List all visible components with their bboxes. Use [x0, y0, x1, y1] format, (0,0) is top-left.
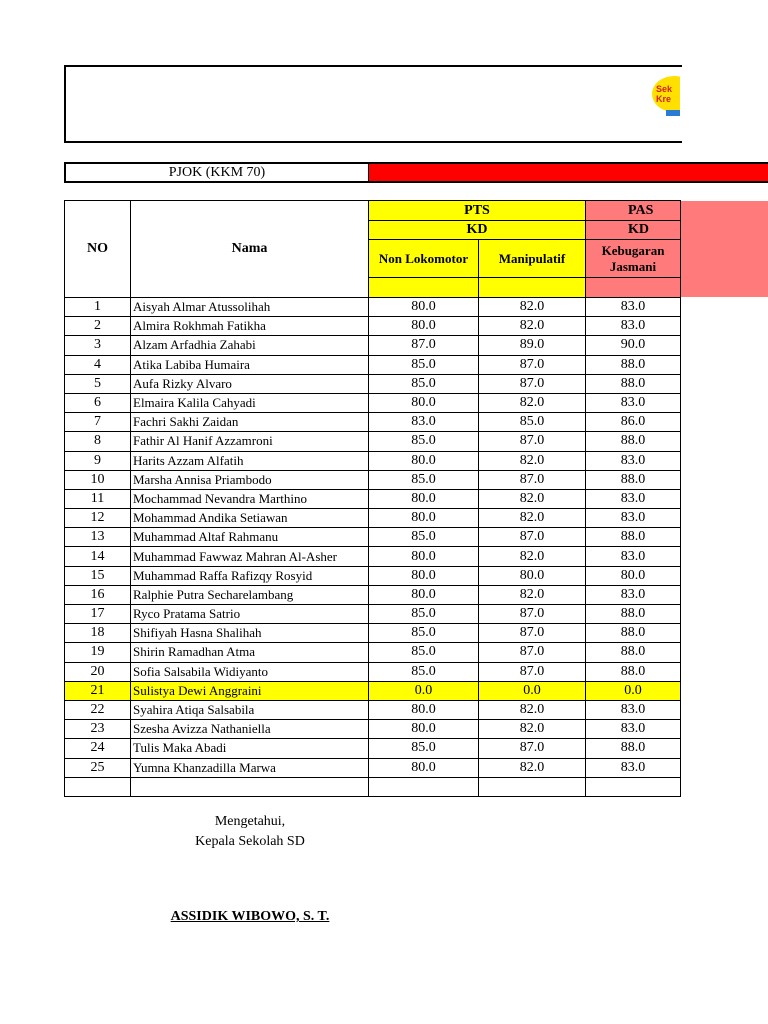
row-non-lokomotor: 80.0	[369, 393, 479, 412]
row-kebugaran: 83.0	[586, 720, 681, 739]
row-name: Elmaira Kalila Cahyadi	[131, 393, 369, 412]
table-row	[65, 413, 681, 432]
table-row	[65, 739, 681, 758]
row-no: 23	[65, 720, 131, 739]
row-non-lokomotor: 85.0	[369, 662, 479, 681]
row-name: Fathir Al Hanif Azzamroni	[131, 432, 369, 451]
row-no: 4	[65, 355, 131, 374]
kd2-blank	[479, 278, 586, 298]
row-name: Marsha Annisa Priambodo	[131, 470, 369, 489]
row-name: Ryco Pratama Satrio	[131, 605, 369, 624]
empty-cell	[479, 777, 586, 796]
row-name: Mochammad Nevandra Marthino	[131, 489, 369, 508]
row-manipulatif: 87.0	[479, 432, 586, 451]
row-no: 16	[65, 585, 131, 604]
row-kebugaran: 86.0	[586, 413, 681, 432]
signature-block	[140, 812, 360, 852]
row-manipulatif: 87.0	[479, 662, 586, 681]
row-non-lokomotor: 85.0	[369, 432, 479, 451]
pas-header	[586, 201, 681, 221]
row-name: Muhammad Fawwaz Mahran Al-Asher	[131, 547, 369, 566]
row-manipulatif: 87.0	[479, 605, 586, 624]
row-non-lokomotor: 80.0	[369, 451, 479, 470]
row-non-lokomotor: 85.0	[369, 374, 479, 393]
pas-header-label: PAS	[628, 202, 654, 218]
table-row	[65, 374, 681, 393]
row-non-lokomotor: 85.0	[369, 605, 479, 624]
row-non-lokomotor: 80.0	[369, 566, 479, 585]
row-kebugaran: 83.0	[586, 758, 681, 777]
row-no: 17	[65, 605, 131, 624]
table-row	[65, 758, 681, 777]
table-row	[65, 451, 681, 470]
table-row	[65, 298, 681, 317]
svg-text:Sek: Sek	[656, 84, 673, 94]
row-manipulatif: 82.0	[479, 317, 586, 336]
row-manipulatif: 87.0	[479, 374, 586, 393]
row-kebugaran: 83.0	[586, 298, 681, 317]
row-non-lokomotor: 85.0	[369, 528, 479, 547]
row-non-lokomotor: 80.0	[369, 298, 479, 317]
kd-kebugaran-header: Kebugaran Jasmani	[586, 240, 681, 278]
row-kebugaran: 88.0	[586, 662, 681, 681]
row-kebugaran: 88.0	[586, 355, 681, 374]
pas-header-overflow	[680, 201, 768, 297]
row-manipulatif: 82.0	[479, 758, 586, 777]
row-kebugaran: 90.0	[586, 336, 681, 355]
row-manipulatif: 87.0	[479, 355, 586, 374]
table-row	[65, 681, 681, 700]
kd1-blank	[369, 278, 479, 298]
row-kebugaran: 88.0	[586, 432, 681, 451]
row-kebugaran: 83.0	[586, 451, 681, 470]
table-row	[65, 470, 681, 489]
row-manipulatif: 89.0	[479, 336, 586, 355]
row-name: Muhammad Altaf Rahmanu	[131, 528, 369, 547]
signature-line-2: Kepala Sekolah SD	[195, 834, 305, 849]
row-non-lokomotor: 80.0	[369, 758, 479, 777]
empty-cell	[369, 777, 479, 796]
row-manipulatif: 87.0	[479, 739, 586, 758]
table-row	[65, 720, 681, 739]
row-non-lokomotor: 80.0	[369, 585, 479, 604]
signature-line-1: Mengetahui,	[214, 814, 286, 829]
row-kebugaran: 88.0	[586, 470, 681, 489]
row-name: Harits Azzam Alfatih	[131, 451, 369, 470]
table-row	[65, 585, 681, 604]
table-row	[65, 643, 681, 662]
row-kebugaran: 83.0	[586, 509, 681, 528]
row-name: Atika Labiba Humaira	[131, 355, 369, 374]
row-non-lokomotor: 83.0	[369, 413, 479, 432]
table-row	[65, 336, 681, 355]
table-row	[65, 662, 681, 681]
subject-red-bar	[369, 162, 768, 183]
row-no: 13	[65, 528, 131, 547]
pas-kd-label: KD	[628, 222, 649, 237]
svg-text:Kre: Kre	[656, 94, 672, 104]
row-no: 20	[65, 662, 131, 681]
empty-cell	[131, 777, 369, 796]
row-kebugaran: 0.0	[586, 681, 681, 700]
row-name: Tulis Maka Abadi	[131, 739, 369, 758]
row-name: Yumna Khanzadilla Marwa	[131, 758, 369, 777]
row-kebugaran: 83.0	[586, 700, 681, 719]
row-non-lokomotor: 80.0	[369, 317, 479, 336]
row-kebugaran: 83.0	[586, 393, 681, 412]
row-non-lokomotor: 80.0	[369, 547, 479, 566]
row-manipulatif: 87.0	[479, 528, 586, 547]
row-name: Aufa Rizky Alvaro	[131, 374, 369, 393]
row-no: 6	[65, 393, 131, 412]
row-no: 2	[65, 317, 131, 336]
row-no: 19	[65, 643, 131, 662]
row-manipulatif: 82.0	[479, 547, 586, 566]
row-name: Shirin Ramadhan Atma	[131, 643, 369, 662]
kd-non-lokomotor-header: Non Lokomotor	[369, 240, 479, 278]
row-kebugaran: 88.0	[586, 739, 681, 758]
col-header-no: NO	[65, 201, 131, 298]
row-manipulatif: 87.0	[479, 643, 586, 662]
row-name: Fachri Sakhi Zaidan	[131, 413, 369, 432]
row-manipulatif: 82.0	[479, 451, 586, 470]
row-no: 5	[65, 374, 131, 393]
row-no: 22	[65, 700, 131, 719]
row-name: Szesha Avizza Nathaniella	[131, 720, 369, 739]
row-manipulatif: 82.0	[479, 720, 586, 739]
row-name: Sofia Salsabila Widiyanto	[131, 662, 369, 681]
row-kebugaran: 83.0	[586, 547, 681, 566]
row-manipulatif: 87.0	[479, 624, 586, 643]
row-name: Shifiyah Hasna Shalihah	[131, 624, 369, 643]
row-name: Syahira Atiqa Salsabila	[131, 700, 369, 719]
pts-kd-header: KD	[369, 221, 586, 240]
row-no: 11	[65, 489, 131, 508]
header-box	[64, 65, 682, 143]
row-kebugaran: 83.0	[586, 489, 681, 508]
row-name: Sulistya Dewi Anggraini	[131, 681, 369, 700]
row-no: 9	[65, 451, 131, 470]
table-row	[65, 393, 681, 412]
row-non-lokomotor: 87.0	[369, 336, 479, 355]
row-name: Ralphie Putra Secharelambang	[131, 585, 369, 604]
pts-header: PTS	[369, 201, 586, 221]
subject-row	[64, 162, 768, 183]
table-row	[65, 355, 681, 374]
subject-label: PJOK (KKM 70)	[64, 162, 369, 183]
row-non-lokomotor: 80.0	[369, 700, 479, 719]
signer-name: ASSIDIK WIBOWO, S. T.	[170, 909, 330, 924]
row-non-lokomotor: 80.0	[369, 720, 479, 739]
row-name: Almira Rokhmah Fatikha	[131, 317, 369, 336]
row-manipulatif: 82.0	[479, 393, 586, 412]
row-name: Alzam Arfadhia Zahabi	[131, 336, 369, 355]
row-no: 18	[65, 624, 131, 643]
pas-kd-header	[586, 221, 681, 240]
row-non-lokomotor: 85.0	[369, 643, 479, 662]
row-manipulatif: 82.0	[479, 509, 586, 528]
row-manipulatif: 87.0	[479, 470, 586, 489]
row-no: 25	[65, 758, 131, 777]
row-manipulatif: 82.0	[479, 700, 586, 719]
row-kebugaran: 88.0	[586, 528, 681, 547]
row-kebugaran: 83.0	[586, 585, 681, 604]
row-no: 15	[65, 566, 131, 585]
row-manipulatif: 80.0	[479, 566, 586, 585]
grade-table	[64, 200, 681, 797]
row-manipulatif: 82.0	[479, 298, 586, 317]
row-non-lokomotor: 80.0	[369, 509, 479, 528]
row-non-lokomotor: 85.0	[369, 739, 479, 758]
table-row	[65, 317, 681, 336]
row-no: 8	[65, 432, 131, 451]
row-no: 10	[65, 470, 131, 489]
row-manipulatif: 82.0	[479, 489, 586, 508]
table-row	[65, 547, 681, 566]
table-row	[65, 509, 681, 528]
row-no: 14	[65, 547, 131, 566]
row-non-lokomotor: 85.0	[369, 624, 479, 643]
row-manipulatif: 82.0	[479, 585, 586, 604]
row-manipulatif: 0.0	[479, 681, 586, 700]
table-row	[65, 624, 681, 643]
kd3-blank	[586, 278, 681, 298]
row-no: 21	[65, 681, 131, 700]
col-header-name: Nama	[131, 201, 369, 298]
row-no: 1	[65, 298, 131, 317]
kd-manipulatif-header: Manipulatif	[479, 240, 586, 278]
table-row	[65, 528, 681, 547]
row-kebugaran: 88.0	[586, 605, 681, 624]
row-kebugaran: 88.0	[586, 624, 681, 643]
row-non-lokomotor: 85.0	[369, 470, 479, 489]
row-kebugaran: 83.0	[586, 317, 681, 336]
row-no: 3	[65, 336, 131, 355]
row-no: 24	[65, 739, 131, 758]
row-kebugaran: 88.0	[586, 374, 681, 393]
table-row	[65, 566, 681, 585]
row-name: Mohammad Andika Setiawan	[131, 509, 369, 528]
row-non-lokomotor: 80.0	[369, 489, 479, 508]
row-no: 12	[65, 509, 131, 528]
row-name: Muhammad Raffa Rafizqy Rosyid	[131, 566, 369, 585]
empty-cell	[65, 777, 131, 796]
school-logo	[650, 70, 680, 120]
table-row	[65, 432, 681, 451]
table-row	[65, 605, 681, 624]
row-kebugaran: 88.0	[586, 643, 681, 662]
row-no: 7	[65, 413, 131, 432]
row-name: Aisyah Almar Atussolihah	[131, 298, 369, 317]
table-row	[65, 489, 681, 508]
table-row	[65, 700, 681, 719]
row-kebugaran: 80.0	[586, 566, 681, 585]
empty-cell	[586, 777, 681, 796]
row-manipulatif: 85.0	[479, 413, 586, 432]
row-non-lokomotor: 85.0	[369, 355, 479, 374]
row-non-lokomotor: 0.0	[369, 681, 479, 700]
